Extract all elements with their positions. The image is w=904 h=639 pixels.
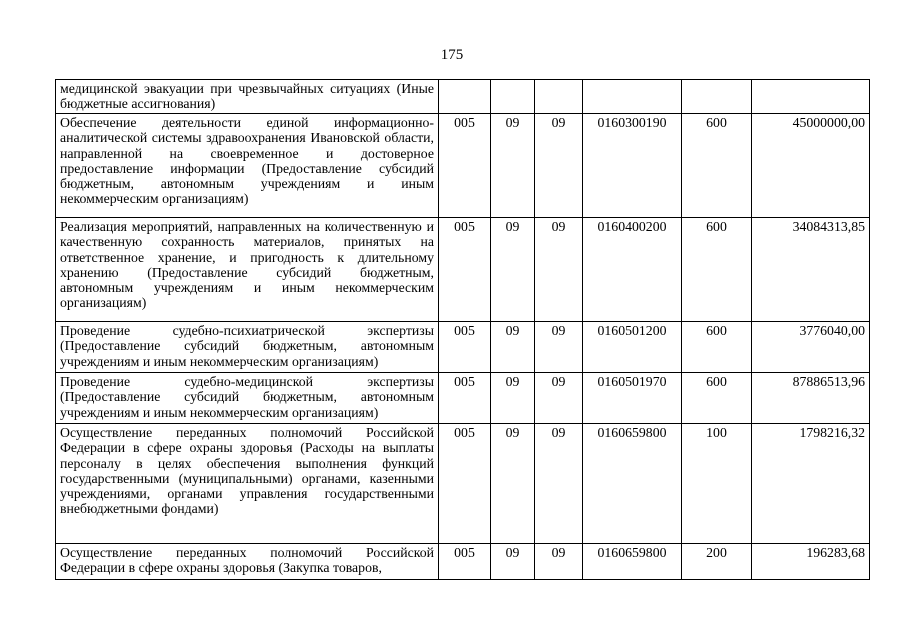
section-code-cell: 09 [491, 114, 535, 218]
expense-name-cell: Проведение судебно-медицинской экспертизы (Предоставление субсидий бюджетным, автономным учреждениям и иным некоммерческим организациям) [56, 373, 439, 424]
expense-name-cell: Реализация мероприятий, направленных на количественную и качественную сохранность материалов, принятых на ответственное хранение, и пригодность к длительному хранению (Предоставление субсидий бюджетным, автономным учреждениям и иным некоммерческим организациям) [56, 218, 439, 322]
expense-type-cell: 200 [682, 544, 752, 580]
ministry-code-cell: 005 [439, 544, 491, 580]
section-code-cell: 09 [491, 424, 535, 544]
expense-type-cell: 600 [682, 373, 752, 424]
table-row [56, 218, 870, 322]
amount-cell: 196283,68 [752, 544, 870, 580]
expense-type-cell [682, 80, 752, 114]
subsection-code-cell: 09 [535, 544, 583, 580]
target-article-cell: 0160400200 [583, 218, 682, 322]
table-row [56, 544, 870, 580]
table-row [56, 114, 870, 218]
section-code-cell [491, 80, 535, 114]
expense-name-cell: Осуществление переданных полномочий Российской Федерации в сфере охраны здоровья (Закупка товаров, [56, 544, 439, 580]
subsection-code-cell: 09 [535, 218, 583, 322]
amount-cell [752, 80, 870, 114]
ministry-code-cell: 005 [439, 424, 491, 544]
subsection-code-cell: 09 [535, 373, 583, 424]
amount-cell: 3776040,00 [752, 322, 870, 373]
subsection-code-cell [535, 80, 583, 114]
table-row [56, 322, 870, 373]
amount-cell: 87886513,96 [752, 373, 870, 424]
section-code-cell: 09 [491, 218, 535, 322]
section-code-cell: 09 [491, 373, 535, 424]
amount-cell: 45000000,00 [752, 114, 870, 218]
amount-cell: 1798216,32 [752, 424, 870, 544]
page-number: 175 [440, 47, 464, 63]
expense-name-cell: Обеспечение деятельности единой информационно-аналитической системы здравоохранения Ивановской области, направленной на своевременное и достоверное предоставление информации (Предоставление субсидий бюджетным, автономным учреждениям и иным некоммерческим организациям) [56, 114, 439, 218]
expense-type-cell: 100 [682, 424, 752, 544]
expense-name-cell: Проведение судебно-психиатрической экспертизы (Предоставление субсидий бюджетным, автономным учреждениям и иным некоммерческим организациям) [56, 322, 439, 373]
target-article-cell: 0160659800 [583, 544, 682, 580]
table-row [56, 80, 870, 114]
expense-name-cell: медицинской эвакуации при чрезвычайных ситуациях (Иные бюджетные ассигнования) [56, 80, 439, 114]
expense-name-cell: Осуществление переданных полномочий Российской Федерации в сфере охраны здоровья (Расходы на выплаты персоналу в целях обеспечения выполнения функций государственными (муниципальными) органами, казенными учреждениями, органами управления государственными внебюджетными фондами) [56, 424, 439, 544]
target-article-cell: 0160659800 [583, 424, 682, 544]
subsection-code-cell: 09 [535, 322, 583, 373]
target-article-cell: 0160501200 [583, 322, 682, 373]
amount-cell: 34084313,85 [752, 218, 870, 322]
expense-type-cell: 600 [682, 322, 752, 373]
section-code-cell: 09 [491, 544, 535, 580]
table-row [56, 373, 870, 424]
ministry-code-cell: 005 [439, 373, 491, 424]
target-article-cell: 0160300190 [583, 114, 682, 218]
subsection-code-cell: 09 [535, 114, 583, 218]
expense-type-cell: 600 [682, 218, 752, 322]
budget-table [55, 79, 870, 580]
expense-type-cell: 600 [682, 114, 752, 218]
section-code-cell: 09 [491, 322, 535, 373]
ministry-code-cell: 005 [439, 218, 491, 322]
ministry-code-cell: 005 [439, 114, 491, 218]
ministry-code-cell: 005 [439, 322, 491, 373]
subsection-code-cell: 09 [535, 424, 583, 544]
target-article-cell: 0160501970 [583, 373, 682, 424]
ministry-code-cell [439, 80, 491, 114]
target-article-cell [583, 80, 682, 114]
table-row [56, 424, 870, 544]
